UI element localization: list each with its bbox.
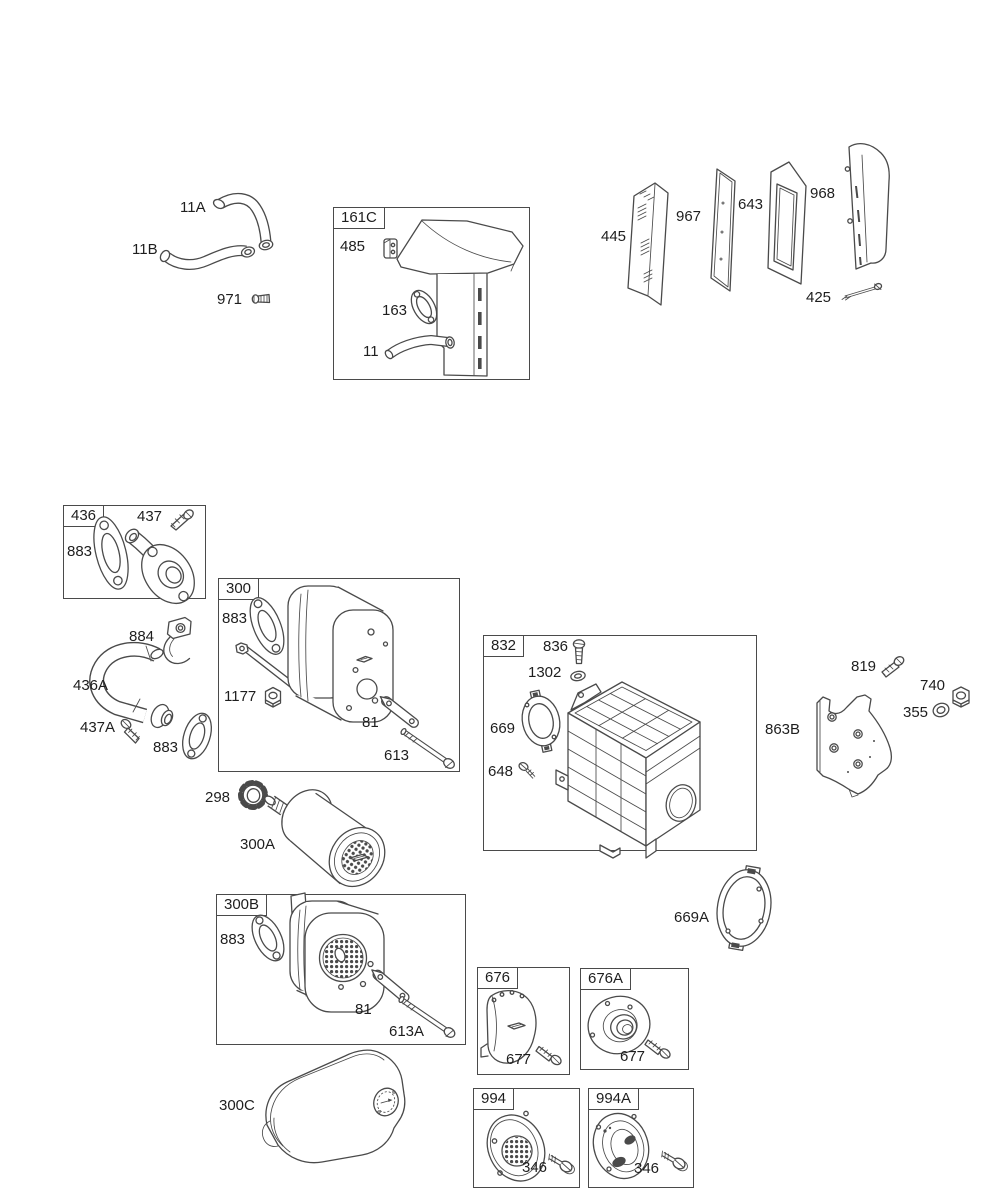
gasket-883-300b-art (246, 910, 291, 965)
callout-643: 643 (738, 196, 764, 213)
screw-346-994-art (549, 1154, 577, 1176)
callout-971: 971 (217, 291, 243, 308)
aircleaner-base-832-art (556, 682, 700, 858)
washer-355-art (931, 701, 950, 719)
exhaust-flange-436-art (123, 527, 205, 614)
plate-967-art (711, 169, 735, 291)
cover-994-art (477, 1106, 556, 1191)
callout-819: 819 (851, 658, 877, 675)
gasket-883-436-art (87, 513, 134, 592)
callout-346-994: 346 (522, 1159, 548, 1176)
callout-346-994a: 346 (634, 1160, 660, 1177)
screw-437-art (171, 508, 195, 530)
group-box-676a-label: 676A (580, 968, 631, 990)
screw-819-art (882, 655, 905, 677)
callout-11a: 11A (180, 199, 206, 216)
callout-425: 425 (806, 289, 832, 306)
hose-11b-art (159, 245, 256, 264)
callout-883-436a: 883 (153, 739, 179, 756)
callout-81-300: 81 (362, 714, 379, 731)
callout-613a: 613A (389, 1023, 425, 1040)
callout-884: 884 (129, 628, 155, 645)
muffler-300a-art (263, 780, 396, 897)
group-box-832-label: 832 (483, 635, 524, 657)
screw-677-676-art (536, 1047, 563, 1067)
callout-445: 445 (601, 228, 627, 245)
callout-677-676a: 677 (620, 1048, 646, 1065)
pipe-436a-art (97, 646, 175, 730)
nut-1177-art (266, 688, 281, 708)
cover-968-art (845, 144, 889, 269)
gasket-883-436a-art (177, 710, 216, 763)
callout-968: 968 (810, 185, 836, 202)
screw-971-art (252, 295, 269, 304)
group-box-994-label: 994 (473, 1088, 514, 1110)
clip-485-art (384, 239, 397, 258)
group-box-676-label: 676 (477, 967, 518, 989)
screw-677-676a-art (645, 1040, 672, 1060)
bracket-863b-art (817, 695, 891, 797)
muffler-300-art (288, 586, 393, 722)
screw-425-art (842, 283, 882, 300)
flange-676a-art (582, 989, 657, 1060)
callout-669a: 669A (674, 909, 710, 926)
callout-485: 485 (340, 238, 366, 255)
washer-1302-art (570, 670, 586, 682)
callout-648: 648 (488, 763, 514, 780)
callout-300a: 300A (240, 836, 276, 853)
callout-883-436: 883 (67, 543, 93, 560)
hose-11a-art (212, 198, 274, 251)
callout-81-300b: 81 (355, 1001, 372, 1018)
callout-163: 163 (382, 302, 408, 319)
callout-740: 740 (920, 677, 946, 694)
callout-883-300b: 883 (220, 931, 246, 948)
callout-967: 967 (676, 208, 702, 225)
muffler-300c-art (262, 1050, 404, 1163)
callout-669: 669 (490, 720, 516, 737)
callout-836: 836 (543, 638, 569, 655)
group-box-161c-label: 161C (333, 207, 385, 229)
callout-883-300: 883 (222, 610, 248, 627)
bolt-648-art (518, 761, 534, 777)
group-box-300b-label: 300B (216, 894, 267, 916)
group-box-994a-label: 994A (588, 1088, 639, 1110)
nut-740-art (953, 687, 969, 707)
clamp-884-art (164, 618, 191, 664)
group-box-300-label: 300 (218, 578, 259, 600)
callout-437: 437 (137, 508, 163, 525)
callout-1177: 1177 (224, 688, 257, 705)
filter-445-art (628, 183, 668, 305)
callout-298: 298 (205, 789, 231, 806)
callout-437a: 437A (80, 719, 116, 736)
screw-437a-art (119, 718, 139, 743)
callout-11: 11 (363, 343, 379, 360)
muffler-300b-art (290, 893, 384, 1012)
callout-11b: 11B (132, 241, 158, 258)
screw-346-994a-art (662, 1151, 690, 1173)
gasket-669a-art (711, 862, 778, 954)
lock-ring-298-art (241, 783, 266, 808)
callout-1302: 1302 (528, 664, 562, 681)
screw-836-art (573, 640, 584, 664)
callout-436a: 436A (73, 677, 109, 694)
callout-863b: 863B (765, 721, 801, 738)
group-box-436-label: 436 (63, 505, 104, 527)
gasket-669-art (517, 687, 566, 755)
callout-355: 355 (903, 704, 929, 721)
callout-677-676: 677 (506, 1051, 532, 1068)
callout-300c: 300C (219, 1097, 255, 1114)
callout-613: 613 (384, 747, 410, 764)
frame-643-art (768, 162, 806, 284)
